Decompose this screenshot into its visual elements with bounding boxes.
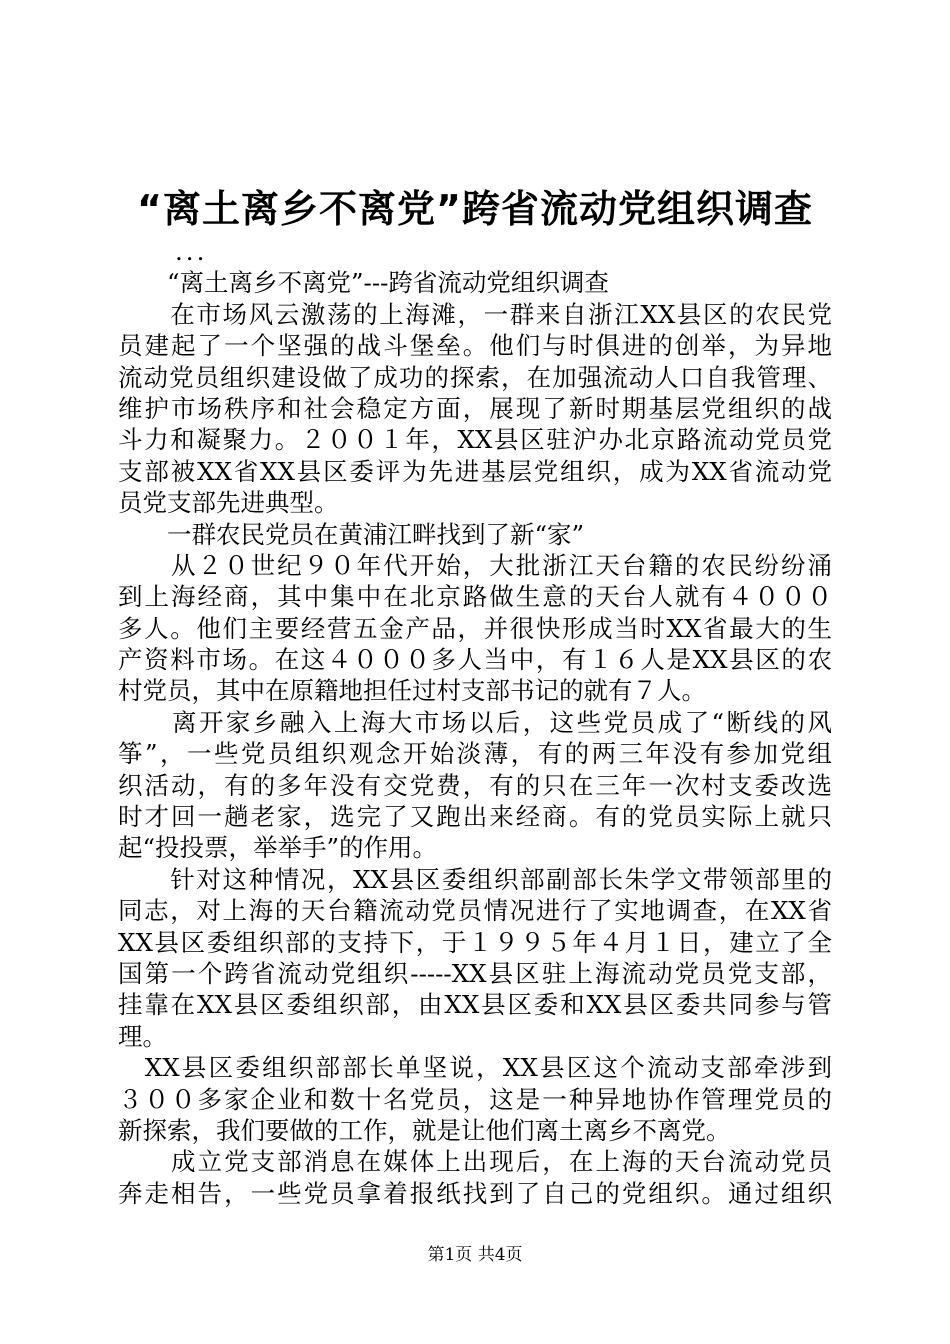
paragraph-line: 时才回一趟老家，选完了又跑出来经商。有的党员实际上就只 xyxy=(118,802,832,832)
paragraph-line: 成立党支部消息在媒体上出现后，在上海的天台流动党员 xyxy=(118,1147,832,1177)
page-number-footer: 第1页 共4页 xyxy=(427,1245,523,1265)
paragraph-line: 在市场风云激荡的上海滩，一群来自浙江XX县区的农民党 xyxy=(118,299,832,329)
paragraph-line: 从２０世纪９０年代开始，大批浙江天台籍的农民纷纷涌 xyxy=(118,550,832,580)
paragraph-line: 流动党员组织建设做了成功的探索，在加强流动人口自我管理、 xyxy=(118,362,832,392)
paragraph-line: 理。 xyxy=(118,1021,167,1051)
paragraph-line: 维护市场秩序和社会稳定方面，展现了新时期基层党组织的战 xyxy=(118,393,832,423)
paragraph-line: XX县区委组织部部长单坚说，XX县区这个流动支部牵涉到 xyxy=(118,1053,832,1083)
document-title: “离土离乡不离党”跨省流动党组织调查 xyxy=(137,187,813,231)
paragraph-line: 同志，对上海的天台籍流动党员情况进行了实地调查，在XX省 xyxy=(118,896,832,926)
paragraph-line: 国第一个跨省流动党组织-----XX县区驻上海流动党员党支部， xyxy=(118,958,832,988)
paragraph-line: 起“投投票，举举手”的作用。 xyxy=(118,833,438,863)
paragraph-line: 员党支部先进典型。 xyxy=(118,488,339,518)
paragraph-line: 针对这种情况，XX县区委组织部副部长朱学文带领部里的 xyxy=(118,864,832,894)
paragraph-line: 多人。他们主要经营五金产品，并很快形成当时XX省最大的生 xyxy=(118,613,832,643)
paragraph-line: 离开家乡融入上海大市场以后，这些党员成了“断线的风 xyxy=(118,707,832,737)
paragraph-line: 到上海经商，其中集中在北京路做生意的天台人就有４０００ xyxy=(118,582,832,612)
document-body xyxy=(118,236,832,1209)
paragraph-line: ３００多家企业和数十名党员，这是一种异地协作管理党员的 xyxy=(118,1084,832,1114)
paragraph-line: 奔走相告，一些党员拿着报纸找到了自己的党组织。通过组织 xyxy=(118,1178,832,1208)
paragraph-line: 斗力和凝聚力。２００１年，XX县区驻沪办北京路流动党员党 xyxy=(118,425,832,455)
paragraph-line: 挂靠在XX县区委组织部，由XX县区委和XX县区委共同参与管 xyxy=(118,990,832,1020)
section-heading-line: 一群农民党员在黄浦江畔找到了新“家” xyxy=(118,519,585,549)
paragraph-line: 支部被XX省XX县区委评为先进基层党组织，成为XX省流动党 xyxy=(118,456,832,486)
paragraph-line: 织活动，有的多年没有交党费，有的只在三年一次村支委改选 xyxy=(118,770,832,800)
paragraph-line: XX县区委组织部的支持下，于１９９５年４月１日，建立了全 xyxy=(118,927,832,957)
paragraph-line: 新探索，我们要做的工作，就是让他们离土离乡不离党。 xyxy=(118,1115,731,1145)
subtitle-line: “离土离乡不离党”---跨省流动党组织调查 xyxy=(118,268,609,298)
paragraph-line: 村党员，其中在原籍地担任过村支部书记的就有７人。 xyxy=(118,676,706,706)
ellipsis-line: ... xyxy=(175,237,208,266)
paragraph-line: 员建起了一个坚强的战斗堡垒。他们与时俱进的创举，为异地 xyxy=(118,331,832,361)
paragraph-line: 筝”，一些党员组织观念开始淡薄，有的两三年没有参加党组 xyxy=(118,739,832,769)
paragraph-line: 产资料市场。在这４０００多人当中，有１６人是XX县区的农 xyxy=(118,645,832,675)
